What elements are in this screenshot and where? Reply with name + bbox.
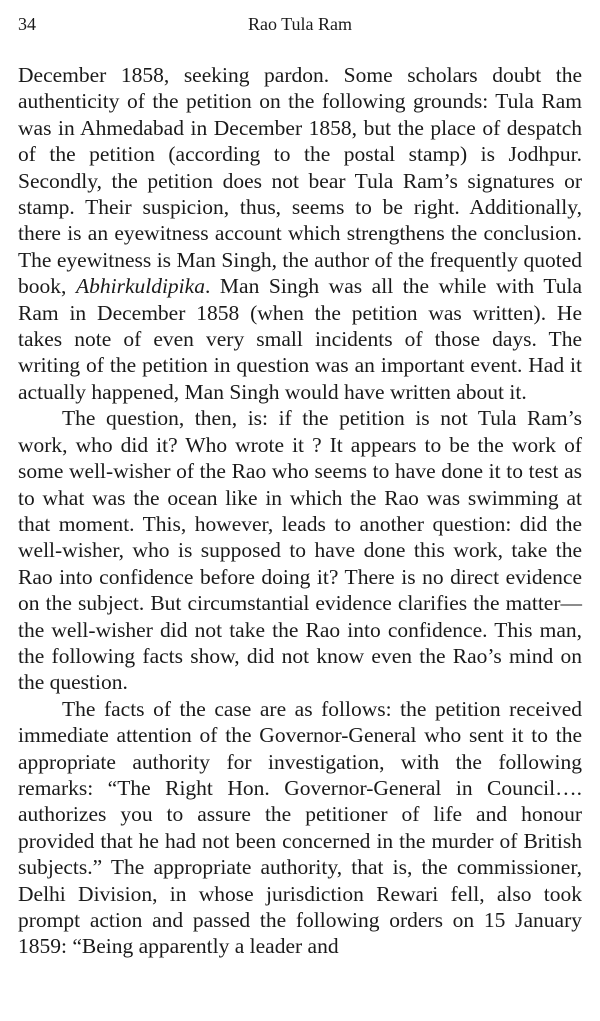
book-title: Abhirkuldipika (75, 274, 205, 299)
body-text (18, 62, 582, 960)
paragraph-1-text-after: . Man Singh was all the while with Tula Ram in December 1858 (when the petition was written). He takes note of even very small incidents of those days. The writing of the petition in question was an important event. Had it actually happened, Man Singh would have written about it. (18, 274, 583, 404)
paragraph-1 (18, 62, 582, 405)
paragraph-3: The facts of the case are as follows: the petition received immediate attention of the Governor-General who sent it to the appropriate authority for investigation, with the following remarks: “The Right Hon. Governor-General in Council…. authorizes you to assure the petitioner of life and honour provided that he had not been concerned in the murder of British subjects.” The appropriate authority, that is, the commissioner, Delhi Division, in whose jurisdiction Rewari fell, also took prompt action and passed the following orders on 15 January 1859: “Being apparently a leader and (18, 696, 582, 959)
running-head: Rao Tula Ram (247, 14, 353, 34)
paragraph-1-text-before: December 1858, seeking pardon. Some scholars doubt the authenticity of the petition on the following grounds: Tula Ram was in Ahmedabad in December 1858, but the place of despatch of the petition (according to the postal stamp) is Jodhpur. Secondly, the petition does not bear Tula Ram’s signatures or stamp. Their suspicion, thus, seems to be right. Additionally, there is an eyewitness account which strengthens the conclusion. The eyewitness is Man Singh, the author of the frequently quoted book, (18, 63, 582, 299)
page-number: 34 (18, 14, 36, 34)
paragraph-2: The question, then, is: if the petition is not Tula Ram’s work, who did it? Who wrote it ? It appears to be the work of some well-wisher of the Rao who seems to have done it to test as to what was the ocean like in which the Rao was swimming at that moment. This, however, leads to another question: did the well-wisher, who is supposed to have done this work, take the Rao into confidence before doing it? There is no direct evidence on the subject. But circumstantial evidence clarifies the matter—the well-wisher did not take the Rao into confidence. This man, the following facts show, did not know even the Rao’s mind on the question. (18, 406, 582, 695)
page-header (18, 14, 582, 38)
